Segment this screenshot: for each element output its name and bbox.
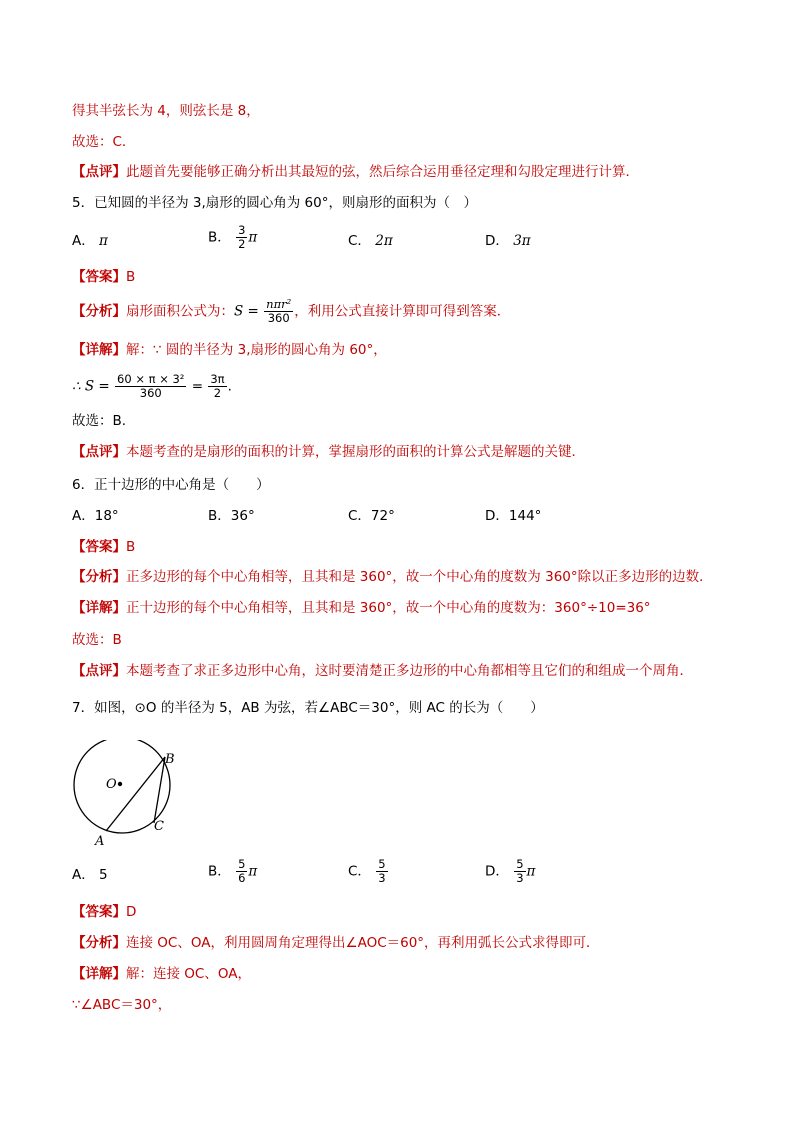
q5-option-d: D． 3π: [485, 233, 531, 249]
label-a: A: [95, 834, 105, 849]
q7-answer: 【答案】D: [72, 904, 137, 920]
q6-detail: 【详解】正十边形的每个中心角相等，且其和是 360°，故一个中心角的度数为：360°÷10=36°: [72, 600, 651, 616]
q6-option-b: B．36°: [208, 508, 255, 524]
q5-option-b: B． $\frac{3}{2}$ π: [208, 223, 258, 251]
q6-option-d: D．144°: [485, 508, 542, 524]
label-o: O: [106, 777, 117, 792]
label-c: C: [154, 819, 164, 834]
q6-comment: 【点评】本题考查了求正多边形中心角，这时要清楚正多边形的中心角都相等且它们的和组成一个周角．: [72, 663, 693, 679]
q6-analysis: 【分析】正多边形的每个中心角相等，且其和是 360°，故一个中心角的度数为 360°除以正多边形的边数．: [72, 569, 713, 585]
prev-solution-line: 得其半弦长为 4，则弦长是 8，: [72, 103, 260, 119]
q5-answer: 【答案】B: [72, 269, 136, 285]
q7-option-b: B． $\frac{5}{6}$ π: [208, 857, 258, 885]
comment-text: 此题首先要能够正确分析出其最短的弦，然后综合运用垂径定理和勾股定理进行计算．: [126, 164, 639, 180]
q7-stem: 7．如图，⊙O 的半径为 5，AB 为弦，若∠ABC＝30°，则 AC 的长为（ ）: [72, 700, 544, 716]
q5-comment: 【点评】本题考查的是扇形的面积的计算，掌握扇形的面积的计算公式是解题的关键．: [72, 444, 585, 460]
prev-comment: [72, 163, 639, 181]
q7-option-a: A． 5: [72, 867, 108, 883]
q7-option-c: C． $\frac{5}{3}$: [348, 857, 386, 885]
q7-analysis: 【分析】连接 OC、OA，利用圆周角定理得出∠AOC＝60°，再利用弧长公式求得即可．: [72, 935, 600, 951]
center-point: [118, 782, 122, 786]
q5-detail: 【详解】解：∵ 圆的半径为 3,扇形的圆心角为 60°，: [72, 342, 387, 358]
comment-tag: 【点评】: [72, 164, 126, 180]
prev-choice: 故选：C．: [72, 134, 136, 150]
q7-detail: 【详解】解：连接 OC、OA，: [72, 966, 251, 982]
circle-figure: [70, 740, 190, 850]
q5-option-c: C． 2π: [348, 233, 393, 249]
label-b: B: [165, 752, 175, 767]
q6-answer: 【答案】B: [72, 539, 136, 555]
q5-choice: 故选：B.: [72, 413, 127, 429]
q6-option-c: C．72°: [348, 508, 395, 524]
q5-option-a: A． π: [72, 233, 108, 249]
q5-stem: 5．已知圆的半径为 3,扇形的圆心角为 60°，则扇形的面积为（ ）: [72, 195, 477, 211]
q5-analysis: 【分析】扇形面积公式为：S = $\frac{\text{nπr²}}{360}$ ，利用公式直接计算即可得到答案．: [72, 297, 511, 325]
q5-calculation: ∴ S = $\frac{\text{60 × π × 3²}}{360}$ = $\frac{3\pi}{2}$ .: [72, 372, 232, 400]
q6-option-a: A．18°: [72, 508, 119, 524]
q7-because: ∵∠ABC＝30°，: [72, 997, 172, 1013]
q6-stem: 6．正十边形的中心角是（ ）: [72, 477, 270, 493]
q6-choice: 故选：B: [72, 632, 122, 648]
q7-option-d: D． $\frac{5}{3}$ π: [485, 857, 536, 885]
